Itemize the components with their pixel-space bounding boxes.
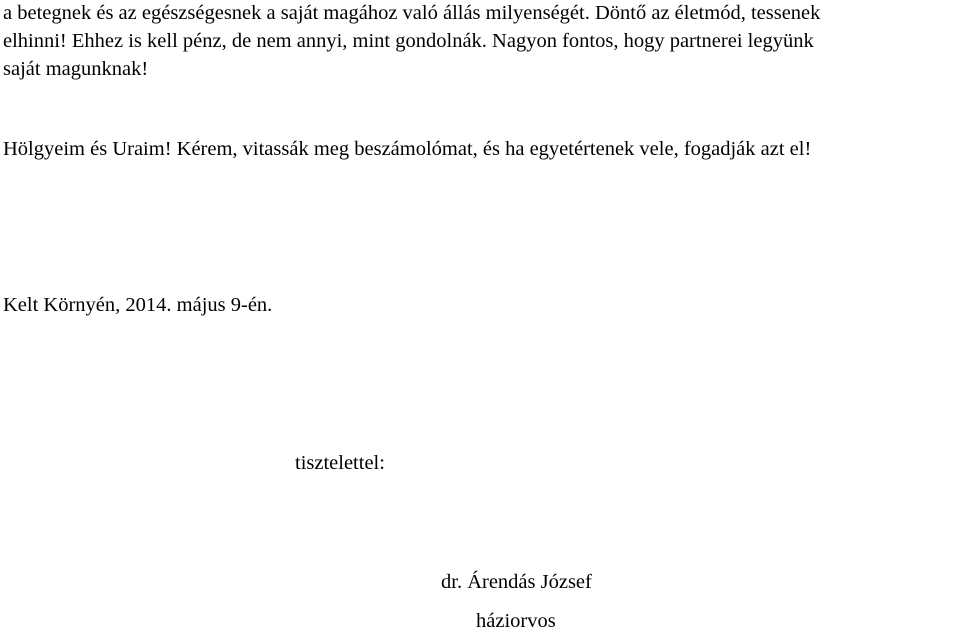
signatory-title: háziorvos	[476, 610, 556, 632]
paragraph-1-line-2: elhinni! Ehhez is kell pénz, de nem annyi, mint gondolnák. Nagyon fontos, hogy partnerei legyünk	[3, 30, 814, 52]
paragraph-2: Hölgyeim és Uraim! Kérem, vitassák meg beszámolómat, és ha egyetértenek vele, fogadják azt el!	[3, 138, 812, 160]
paragraph-1-line-3: saját magunknak!	[3, 58, 149, 80]
signatory-name: dr. Árendás József	[441, 571, 592, 593]
closing-salutation: tisztelettel:	[295, 452, 385, 474]
date-line: Kelt Környén, 2014. május 9-én.	[3, 294, 273, 316]
paragraph-1-line-1: a betegnek és az egészségesnek a saját magához való állás milyenségét. Döntő az életmód, tessenek	[3, 2, 821, 24]
